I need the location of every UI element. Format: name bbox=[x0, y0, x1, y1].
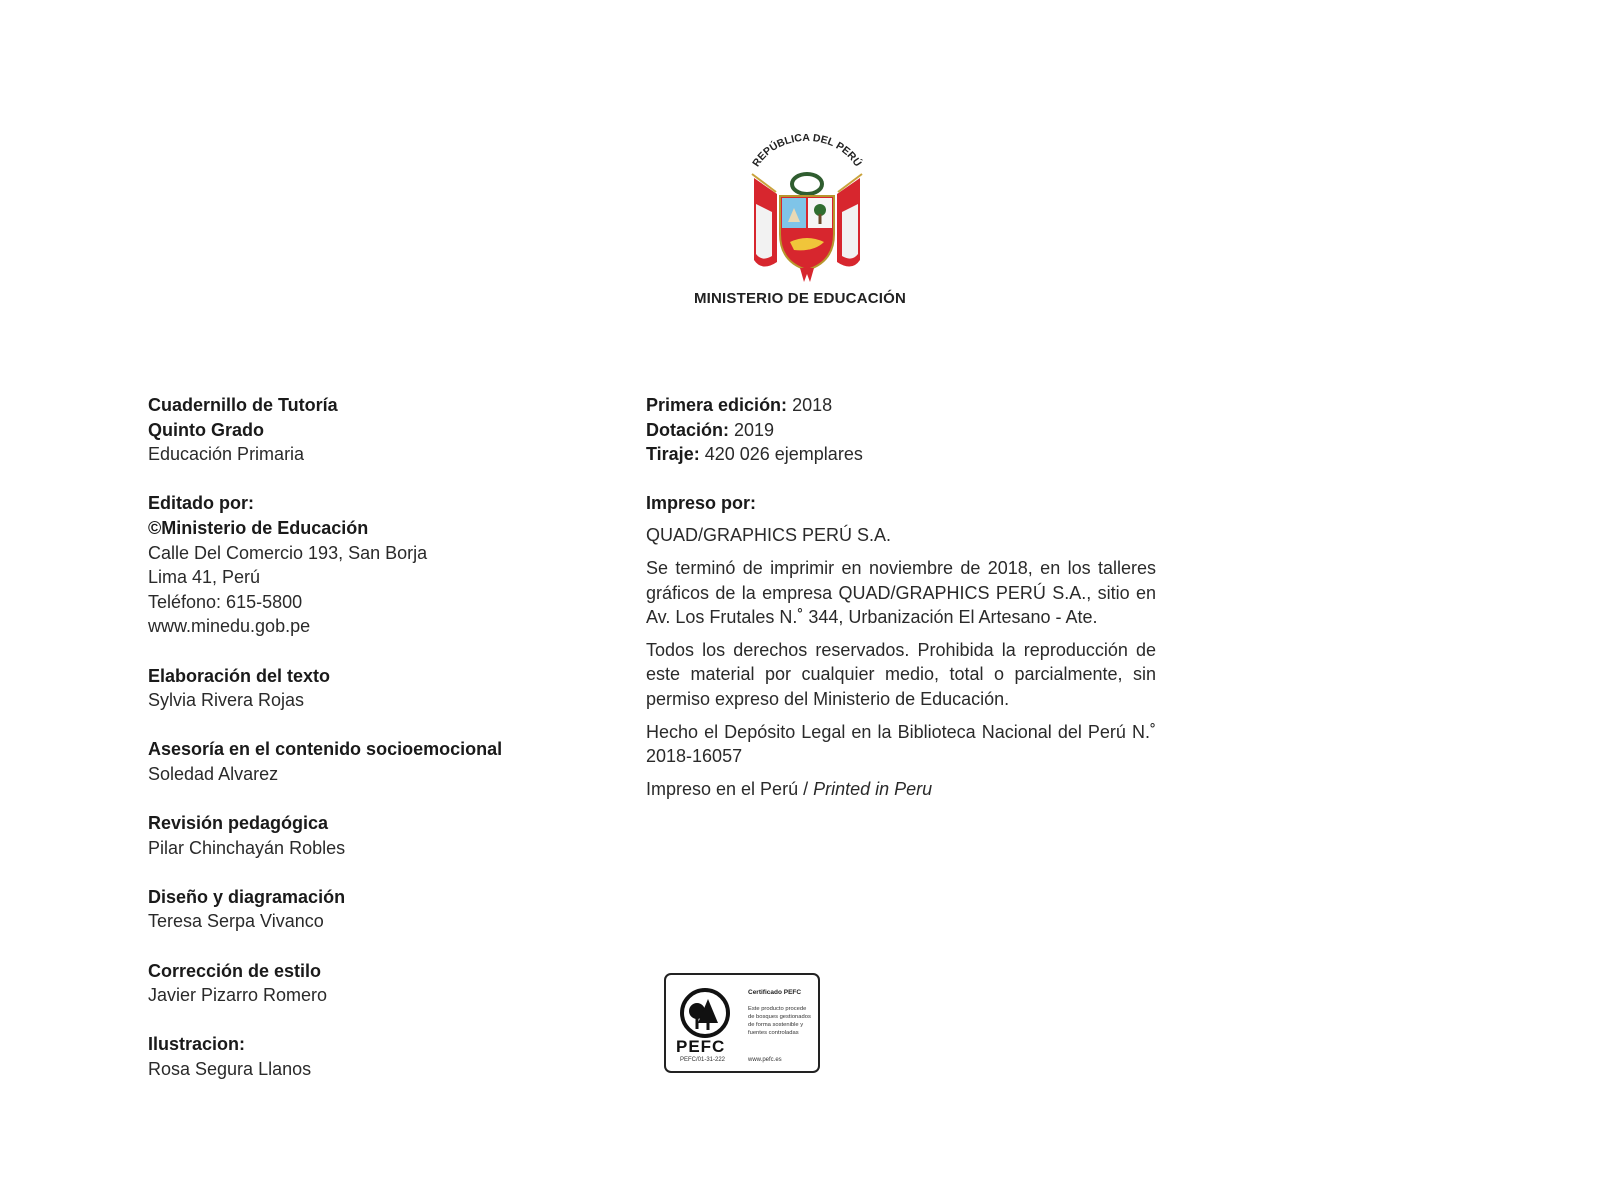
edition-line bbox=[646, 393, 1156, 418]
credit-name: Javier Pizarro Romero bbox=[148, 985, 328, 1006]
tiraje-label: Tiraje: bbox=[646, 444, 700, 465]
printed-in bbox=[646, 777, 1156, 802]
credit-role: Ilustracion: bbox=[148, 1034, 246, 1055]
edition-value: 2018 bbox=[792, 395, 833, 415]
credit-name: Soledad Alvarez bbox=[148, 763, 279, 784]
dotacion-value: 2019 bbox=[734, 419, 775, 440]
credit-block bbox=[148, 885, 588, 934]
publisher-phone: Teléfono: 615-5800 bbox=[148, 591, 303, 612]
book-title: Cuadernillo de Tutoría bbox=[148, 395, 338, 415]
credit-role: Asesoría en el contenido socioemocional bbox=[148, 739, 503, 760]
ministry-name: MINISTERIO DE EDUCACIÓN bbox=[693, 290, 907, 307]
credit-role: Elaboración del texto bbox=[148, 665, 331, 686]
book-grade: Quinto Grado bbox=[148, 419, 264, 440]
publisher-address-line2: Lima 41, Perú bbox=[148, 567, 261, 588]
pefc-description: Este producto procede de bosques gestionados de forma sostenible y fuentes controladas bbox=[748, 1006, 811, 1036]
credits-column bbox=[148, 393, 588, 1106]
edition-label: Primera edición: bbox=[646, 395, 788, 415]
printed-in-en: Printed in Peru bbox=[813, 778, 933, 799]
credit-role: Corrección de estilo bbox=[148, 960, 322, 981]
rights-notice: Todos los derechos reservados. Prohibida la reproducción de este material por cualquier medio, total o parcialmente, sin permiso expreso del Ministerio de Educación. bbox=[646, 639, 1156, 709]
print-note: Se terminó de imprimir en noviembre de 2018, en los talleres gráficos de la empresa QUAD/GRAPHICS PERÚ S.A., sitio en Av. Los Frutales N.˚ 344, Urbanización El Artesano - Ate. bbox=[646, 557, 1156, 628]
credit-block bbox=[148, 1032, 588, 1081]
publisher-website: www.minedu.gob.pe bbox=[148, 616, 311, 637]
credit-block bbox=[148, 737, 588, 786]
national-coat-of-arms bbox=[742, 134, 872, 284]
credit-name: Rosa Segura Llanos bbox=[148, 1059, 312, 1080]
tiraje-line bbox=[646, 442, 1156, 467]
book-level: Educación Primaria bbox=[148, 444, 305, 465]
book-info bbox=[148, 393, 588, 467]
publisher-info bbox=[148, 491, 588, 639]
dotacion-line bbox=[646, 418, 1156, 443]
printed-in-es: Impreso en el Perú / bbox=[646, 778, 814, 799]
credit-name: Pilar Chinchayán Robles bbox=[148, 837, 346, 858]
publisher-address-line1: Calle Del Comercio 193, San Borja bbox=[148, 542, 428, 563]
credit-block bbox=[148, 664, 588, 713]
dotacion-label: Dotación: bbox=[646, 419, 729, 440]
publisher-name: ©Ministerio de Educación bbox=[148, 517, 369, 538]
legal-deposit: Hecho el Depósito Legal en la Biblioteca Nacional del Perú N.˚ 2018-16057 bbox=[646, 721, 1156, 767]
printer-name: QUAD/GRAPHICS PERÚ S.A. bbox=[646, 525, 892, 546]
pefc-certification-label bbox=[664, 973, 820, 1073]
credit-block bbox=[148, 959, 588, 1008]
edition-column bbox=[646, 393, 1156, 809]
credit-block bbox=[148, 811, 588, 860]
printed-by-label: Impreso por: bbox=[646, 492, 757, 513]
credit-role: Revisión pedagógica bbox=[148, 813, 329, 834]
publisher-label: Editado por: bbox=[148, 493, 254, 514]
credit-name: Teresa Serpa Vivanco bbox=[148, 911, 324, 932]
svg-text:REPÚBLICA DEL PERÚ bbox=[750, 134, 864, 169]
crest-text: REPÚBLICA DEL PERÚ bbox=[750, 134, 864, 169]
credit-name: Sylvia Rivera Rojas bbox=[148, 690, 305, 711]
pefc-url: www.pefc.es bbox=[748, 1057, 782, 1063]
credit-role: Diseño y diagramación bbox=[148, 886, 346, 907]
pefc-title: Certificado PEFC bbox=[748, 989, 802, 996]
tiraje-value: 420 026 ejemplares bbox=[704, 444, 863, 465]
pefc-wordmark: PEFC bbox=[676, 1037, 726, 1056]
edition-info bbox=[646, 393, 1156, 467]
pefc-code: PEFC/01-31-222 bbox=[680, 1057, 726, 1063]
